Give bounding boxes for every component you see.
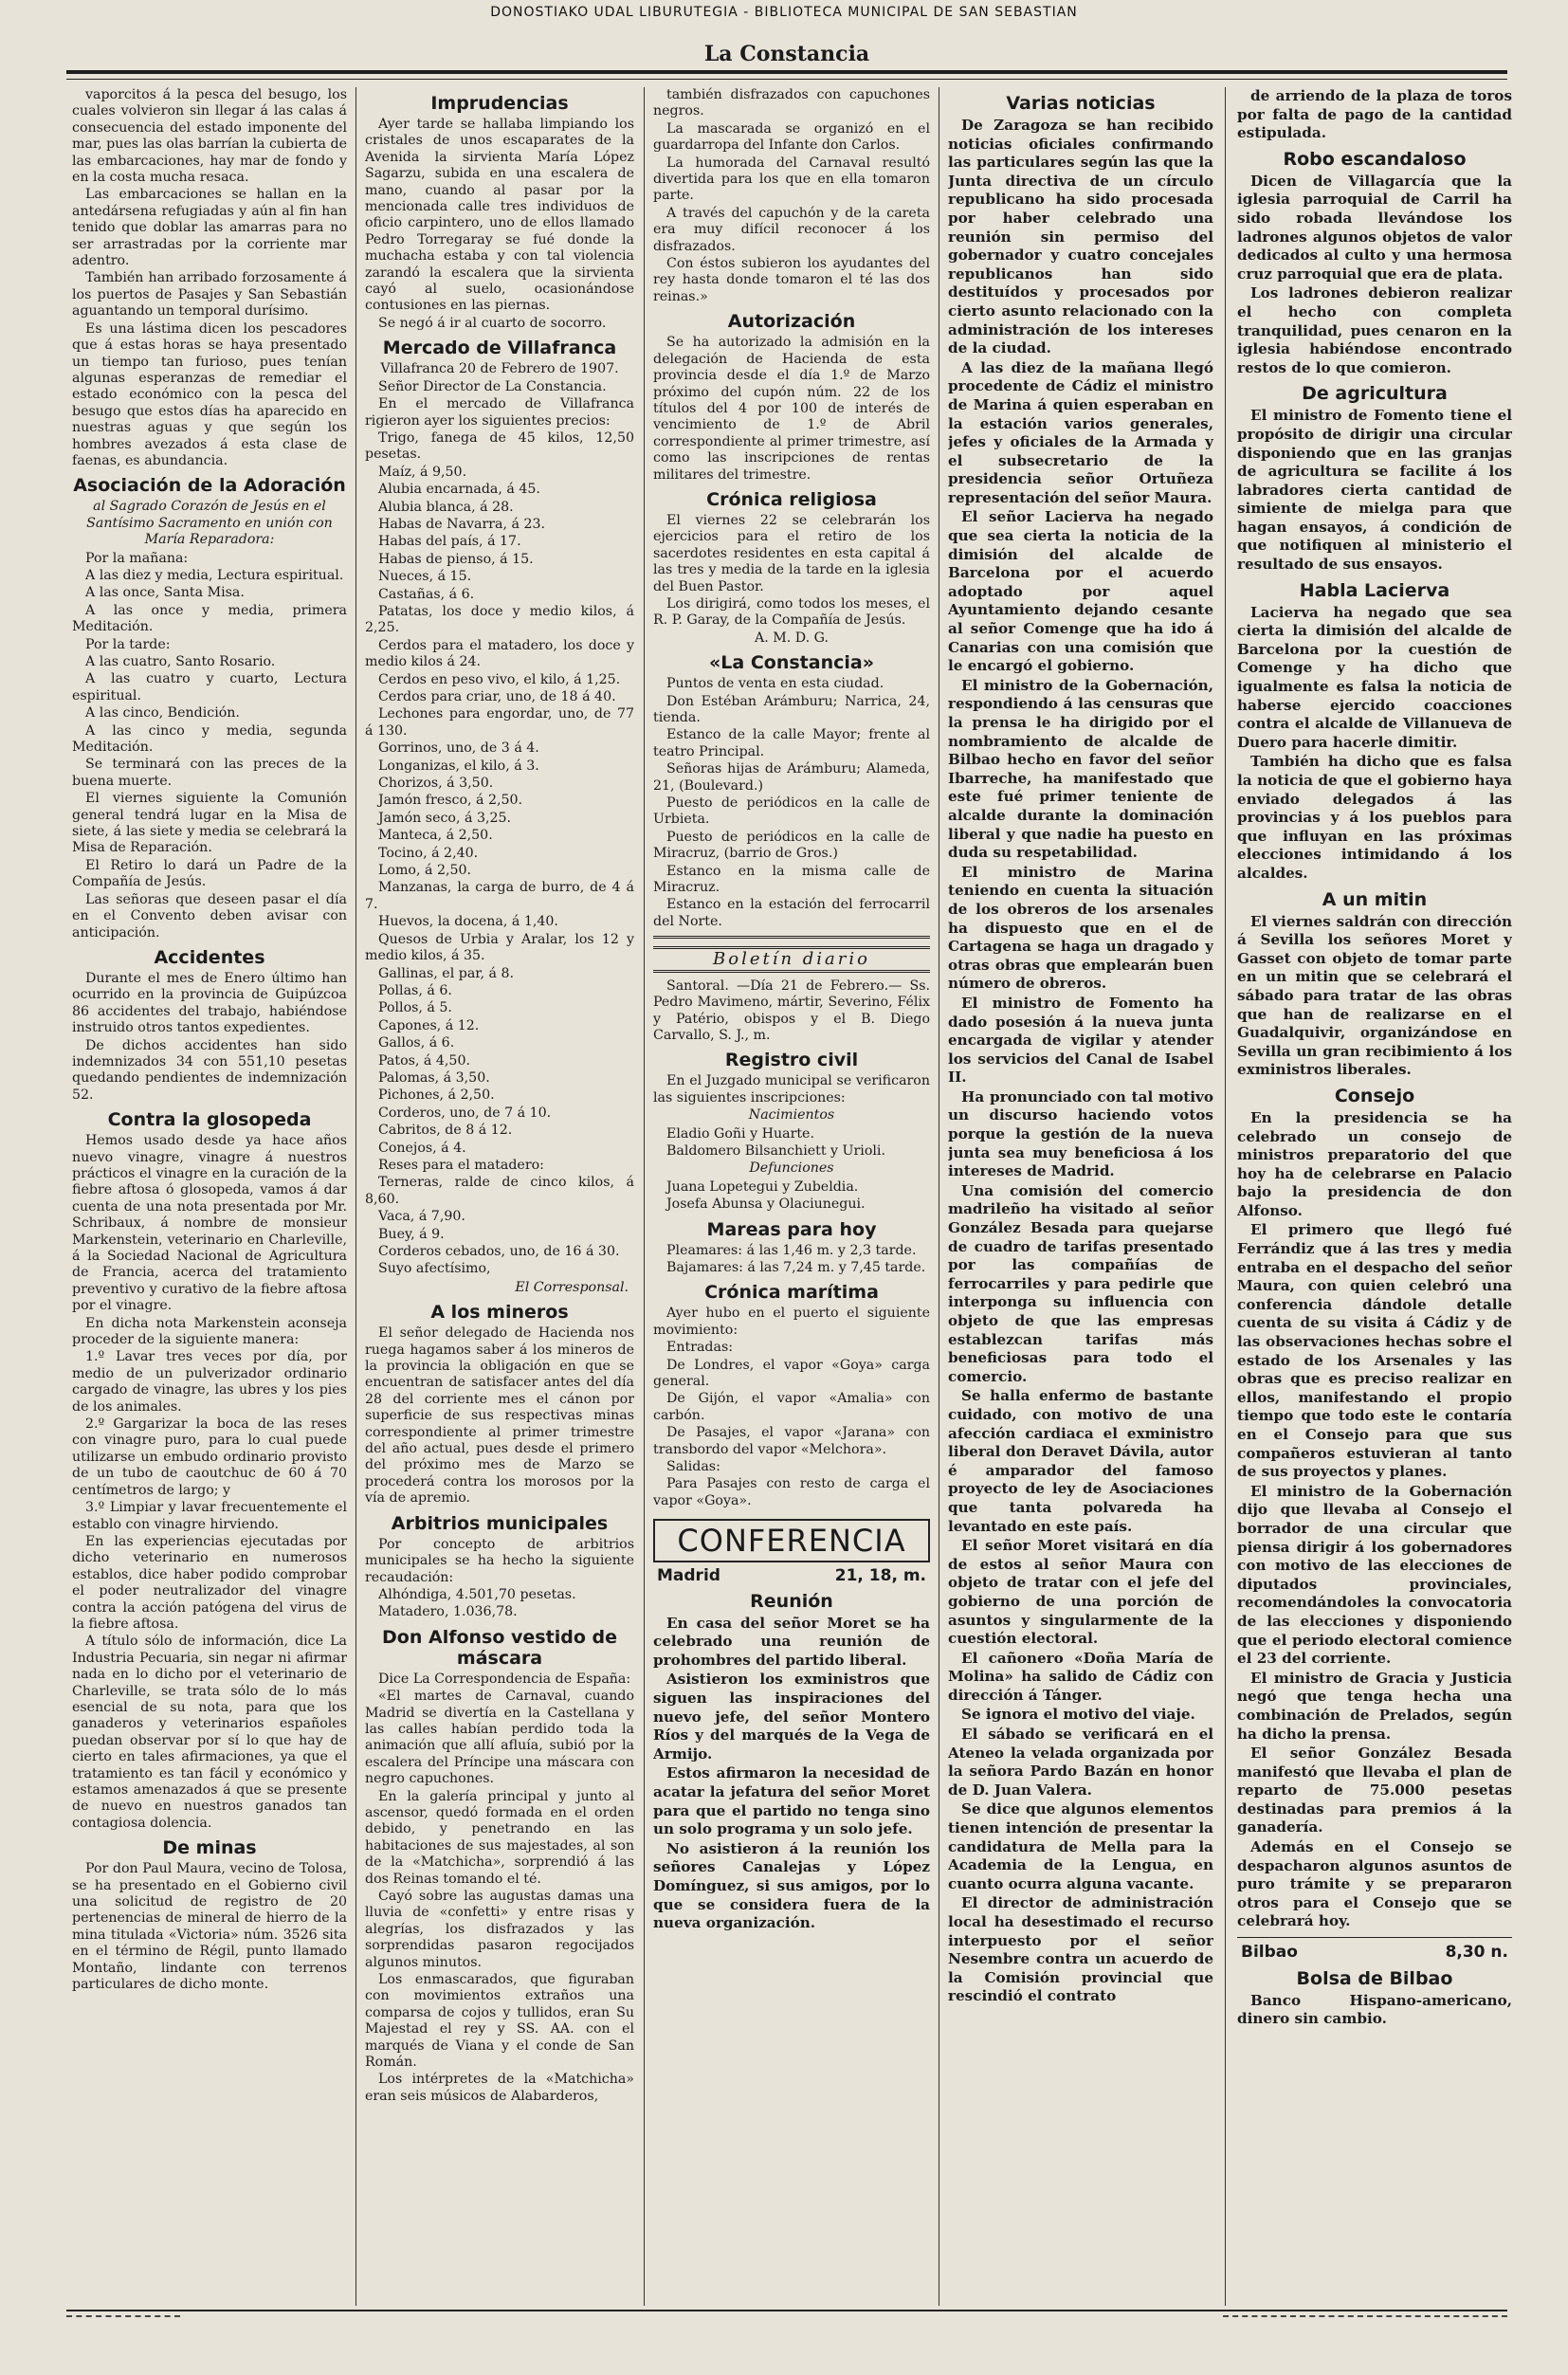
paragraph: El ministro de Fomento tiene el propósito de dirigir una circular disponiendo que en las granjas de agricultura se facilite á los labradores cierta cantidad de simiente de mielga para que hagan ensayos, á condición de que notifiquen al ministerio el resultado de sus ensayos. [1237,407,1512,574]
paragraph: Quesos de Urbia y Aralar, los 12 y medio kilos, á 35. [365,931,634,964]
paragraph: Alubia encarnada, á 45. [378,482,540,498]
paragraph: Juana Lopetegui y Zubeldia. [666,1178,859,1195]
conferencia-banner: CONFERENCIA [653,1519,930,1562]
paragraph: Ayer tarde se hallaba limpiando los cristales de unos escaparates de la Avenida la sirvienta María López Sagarzu, subida en una escalera de mano, cuando al pasar por la mencionada calle tres individuos de oficio carpintero, uno de ellos llamado Pedro Torregaray se fué donde la muchacha estaba y con tal violencia zarandó la escalera que la sirvienta cayó al suelo, ocasionándose contusiones en las piernas. [365,117,634,314]
paragraph: Patatas, los doce y medio kilos, á 2,25. [365,603,634,636]
paragraph: En la presidencia se ha celebrado un consejo de ministros preparatorio del que hoy ha de celebrarse en Palacio bajo la presidencia de don Alfonso. [1237,1108,1512,1219]
consejo-body [1237,1109,1512,1931]
heading-accidentes: Accidentes [154,946,265,968]
paragraph: Las señoras que deseen pasar el día en el Convento deben avisar con anticipación. [72,891,347,941]
paragraph: El señor Moret visitará en día de estos al señor Maura con objeto de tratar con el jefe del gobierno de una porción de asuntos y singularmente de la cuestión electoral. [948,1537,1213,1648]
column-3 [653,87,930,2325]
paragraph: Se dice que algunos elementos tienen intención de presentar la candidatura de Mella para la Academia de la Lengua, en cuanto ocurra alguna vacante. [948,1800,1213,1892]
paragraph: Durante el mes de Enero último han ocurrido en la provincia de Guipúzcoa 86 accidentes del trabajo, habiéndose instruido otros tantos expedientes. [72,970,347,1036]
paragraph: Conejos, á 4. [378,1140,466,1156]
mercado-greeting: Señor Director de La Constancia. [378,378,607,394]
paragraph: Trigo, fanega de 45 kilos, 12,50 pesetas. [365,429,634,463]
paragraph: En casa del señor Moret se ha celebrado una reunión de prohombres del partido liberal. [653,1614,930,1669]
paragraph: También ha dicho que es falsa la noticia de que el gobierno haya enviado delegados á las provincias y á los pueblos para que influyan en las próximas elecciones intimidando á los alcaldes. [1237,753,1512,882]
heading-consejo: Consejo [1334,1085,1415,1106]
heading-imprudencias: Imprudencias [430,93,569,114]
paragraph: Manzanas, la carga de burro, de 4 á 7. [365,880,634,912]
paragraph: Cerdos para criar, uno, de 18 á 40. [378,689,616,704]
paragraph: Huevos, la docena, á 1,40. [378,914,558,930]
paragraph: Matadero, 1.036,78. [378,1604,518,1620]
paragraph: Corderos, uno, de 7 á 10. [378,1105,552,1121]
paragraph: de arriendo de la plaza de toros por falta de pago de la cantidad estipulada. [1237,87,1512,142]
paragraph: Gallos, á 6. [378,1035,455,1051]
paragraph: A las cuatro y cuarto, Lectura espiritual. [72,671,347,703]
paragraph: Don Estéban Arámburu; Narrica, 24, tienda. [653,693,930,725]
mineros-body [365,1325,634,1507]
column-divider [1225,87,1226,2306]
mercado-dateline: Villafranca 20 de Febrero de 1907. [380,361,619,377]
paragraph: Suyo afectísimo, [378,1261,491,1277]
minas-body [72,1861,347,1993]
paragraph: Por la tarde: [85,636,171,652]
paragraph: Chorizos, á 3,50. [378,776,494,792]
heading-mercado: Mercado de Villafranca [382,338,617,359]
religiosa-signature: A. M. D. G. [754,630,830,646]
heading-asociacion: Asociación de la Adoración [73,475,346,497]
alfonso-continued [653,87,930,305]
paragraph: El viernes siguiente la Comunión general tendrá lugar en la Misa de siete, á las siete y media se celebrará la Misa de Reparación. [72,791,347,856]
paragraph: Señoras hijas de Arámburu; Alameda, 21, (Boulevard.) [653,761,930,794]
masthead: La Constancia [703,42,870,66]
mercado-intro: En el mercado de Villafranca rigieron ayer los siguientes precios: [365,396,634,429]
paragraph: Salidas: [666,1459,720,1475]
heading-constancia: «La Constancia» [709,652,874,674]
heading-glosopeda: Contra la glosopeda [107,1109,312,1131]
paragraph: De dichos accidentes han sido indemnizados 34 con 551,10 pesetas quedando pendientes de indemnización 52. [72,1037,347,1103]
paragraph: A las diez y media, Lectura espiritual. [85,567,344,583]
heading-arbitrios: Arbitrios municipales [391,1512,609,1534]
paragraph: Corderos cebados, uno, de 16 á 30. [378,1244,620,1259]
paragraph: Dice La Correspondencia de España: [378,1671,631,1687]
paragraph: En dicha nota Markenstein aconseja proceder de la siguiente manera: [72,1315,347,1348]
paragraph: Puesto de periódicos en la calle de Urbieta. [653,795,930,828]
column-2 [365,87,634,2325]
conferencia-time: 21, 18, m. [834,1566,926,1586]
bilbao-city: Bilbao [1241,1943,1298,1963]
bolsa-body [1237,1992,1512,2029]
paragraph: Lacierva ha negado que sea cierta la dimisión del alcalde de Barcelona por la cuestión de Comenge y ha dicho que igualmente es falsa la noticia de haberse ejercido coacciones contra el alcalde de Villanueva de Duero para hacerle dimitir. [1237,603,1512,751]
conferencia-dateline [657,1568,926,1584]
paragraph: Gallinas, el par, á 8. [378,965,515,981]
paragraph: 1.º Lavar tres veces por día, por medio de un pulverizador ordinario cargado de vinagre, las ubres y los pies de los animales. [72,1349,347,1415]
bilbao-time: 8,30 n. [1445,1943,1508,1963]
paragraph: Con éstos subieron los ayudantes del rey hasta donde tomaron el té las dos reinas.» [653,256,930,304]
religiosa-body [653,513,930,630]
paragraph: A las once, Santa Misa. [85,585,245,601]
paragraph: Manteca, á 2,50. [378,828,493,844]
paragraph: También han arribado forzosamente á los puertos de Pasajes y San Sebastián aguantando un temporal durísimo. [72,270,347,320]
paragraph: A las cinco y media, segunda Meditación. [72,722,347,756]
paragraph: Ha pronunciado con tal motivo un discurso haciendo votos porque la gestión de la nueva junta sea muy beneficiosa á los intereses de Madrid. [948,1087,1213,1180]
paragraph: La mascarada se organizó en el guardarropa del Infante don Carlos. [653,120,930,154]
paragraph: Se terminará con las preces de la buena muerte. [72,757,347,789]
column-1 [72,87,347,2325]
heading-reunion: Reunión [750,1590,833,1612]
reunion-body [653,1615,930,1933]
paragraph: Palomas, á 3,50. [378,1069,490,1086]
paragraph: Puntos de venta en esta ciudad. [666,676,884,692]
paragraph: La humorada del Carnaval resultó divertida para los que en ella tomaron parte. [653,155,930,204]
glosopeda-body [72,1133,347,1832]
accidentes-body [72,971,347,1104]
paragraph: Habas de pienso, á 15. [378,551,534,567]
intro-paragraphs [72,87,347,469]
paragraph: Buey, á 9. [378,1226,445,1242]
paragraph: «El martes de Carnaval, cuando Madrid se divertía en la Castellana y las calles habían perdido toda la animación que allí afluía, subió por la escalera del Príncipe una máscara con negro capuchones. [365,1689,634,1787]
paragraph: Capones, á 12. [378,1017,480,1033]
top-banner: DONOSTIAKO UDAL LIBURUTEGIA - BIBLIOTECA MUNICIPAL DE SAN SEBASTIAN [490,5,1078,20]
col5-intro [1237,87,1512,143]
robo-body [1237,173,1512,378]
paragraph: vaporcitos á la pesca del besugo, los cuales volvieron sin llegar á las calas á consecuencia del estado imponente del mar, pues las olas barrían la cubierta de las embarcaciones, hay mar de fondo y en la costa mucha resaca. [72,87,347,186]
arbitrios-body [365,1537,634,1621]
paragraph: Gorrinos, uno, de 3 á 4. [378,740,539,757]
paragraph: Se halla enfermo de bastante cuidado, con motivo de una afección cardiaca el exministro liberal don Deravet Dávila, autor é amparador del famoso proyecto de ley de Asociaciones que tanta polvareda ha levantado en este país. [948,1387,1213,1535]
paragraph: Estanco en la estación del ferrocarril del Norte. [653,897,930,929]
heading-religiosa: Crónica religiosa [706,488,877,510]
paragraph: Estos afirmaron la necesidad de acatar la jefatura del señor Moret para que el partido no tenga sino un solo programa y un solo jefe. [653,1764,930,1838]
nacimientos-label: Nacimientos [748,1107,835,1124]
paragraph: A título sólo de información, dice La Industria Pecuaria, sin negar ni afirmar nada en lo dicho por el veterinario de Charleville, se trata sólo de lo más esencial de su nota, para que los ganaderos y veterinarios españoles puedan observar por sí lo que hay de cierto en tales afirmaciones, ya que el tratamiento es tan fácil y económico y estamos amenazados á que se presente de nuevo en nuestros ganados tan contagiosa dolencia. [72,1634,347,1831]
column-5 [1237,87,1512,2325]
constancia-body [653,676,930,930]
mitin-body [1237,913,1512,1080]
heading-registro: Registro civil [724,1050,859,1071]
paragraph: El señor Lacierva ha negado que sea cierta la noticia de la dimisión del alcalde de Barcelona por el acuerdo adoptado por aquel Ayuntamiento dejando cesante al señor Comenge que ha ido á Canarias con una comisión que le encargó el gobierno. [948,508,1213,675]
paragraph: Ayer hubo en el puerto el siguiente movimiento: [653,1306,930,1338]
paragraph: también disfrazados con capuchones negros. [653,87,930,119]
paragraph: El ministro de Fomento ha dado posesión á la nueva junta encargada de vigilar y atender los servicios del Canal de Isabel II. [948,994,1213,1087]
paragraph: Terneras, ralde de cinco kilos, á 8,60. [365,1175,634,1207]
paragraph: Lechones para engordar, uno, de 77 á 130. [365,706,634,739]
paragraph: Josefa Abunsa y Olaciunegui. [666,1197,866,1213]
paragraph: Pichones, á 2,50. [378,1087,495,1104]
paragraph: No asistieron á la reunión los señores Canalejas y López Domínguez, si sus amigos, por lo que se considera fuera de la nueva organización. [653,1839,930,1932]
varias-body [948,117,1213,2006]
paragraph: Maíz, á 9,50. [378,464,467,480]
bilbao-dateline [1241,1944,1508,1963]
alfonso-body [365,1672,634,2106]
paragraph: Además en el Consejo se despacharon algunos asuntos de puro trámite y se prepararon otros para el Consejo que se celebrará hoy. [1237,1838,1512,1930]
heading-bolsa: Bolsa de Bilbao [1296,1967,1453,1989]
defunciones-list [653,1179,930,1214]
paragraph: Los intérpretes de la «Matchicha» eran seis músicos de Alabarderos, [365,2072,634,2104]
paragraph: Entradas: [666,1340,734,1356]
paragraph: Los enmascarados, que figuraban con movimientos extraños una comparsa de cojos y tullidos, eran Su Majestad el rey y SS. AA. con el marqués de Viana y el conde de San Román. [365,1972,634,2071]
paragraph: Por don Paul Maura, vecino de Tolosa, se ha presentado en el Gobierno civil una solicitud de registro de 20 pertenencias de mineral de hierro de la mina titulada «Victoria» núm. 3526 sita en el término de Régil, punto llamado Montaño, lindante con terrenos particulares de dicho monte. [72,1861,347,1993]
paragraph: Por concepto de arbitrios municipales se ha hecho la siguiente recaudación: [365,1536,634,1585]
paragraph: 2.º Gargarizar la boca de las reses con vinagre puro, para lo cual puede utilizarse un embudo ordinario provisto de un tubo de caoutchuc de 60 á 70 centímetros de largo; y [72,1416,347,1498]
paragraph: A las diez de la mañana llegó procedente de Cádiz el ministro de Marina á quien esperaban en la estación varios generales, jefes y oficiales de la Armada y el subsecretario de la presidencia señor Ortuñeza representación del señor Maura. [948,358,1213,506]
paragraph: Los dirigirá, como todos los meses, el R. P. Garay, de la Compañía de Jesús. [653,595,930,629]
paragraph: Tocino, á 2,40. [378,845,479,861]
paragraph: Lomo, á 2,50. [378,863,472,879]
asociacion-body [72,551,347,941]
paragraph: Nueces, á 15. [378,569,472,585]
paragraph: Habas del país, á 17. [378,534,521,550]
paragraph: Es una lástima dicen los pescadores que á estas horas se haya presentado un tiempo tan furioso, pues tenían algunas esperanzas de remediar el estado económico con la pesca del besugo que estos días ha aparecido en nuestras aguas y que según los hombres avezados á esta clase de faenas, es abundancia. [72,320,347,468]
paragraph: El señor González Besada manifestó que llevaba el plan de reparto de 75.000 pesetas destinadas para premios á la ganadería. [1237,1745,1512,1836]
imprudencias-body [365,117,634,332]
paragraph: Puesto de periódicos en la calle de Miracruz, (barrio de Gros.) [653,829,930,862]
autorizacion-body [653,335,930,484]
paragraph: Pleamares: á las 1,46 m. y 2,3 tarde. [666,1242,917,1258]
heading-mineros: A los mineros [430,1302,569,1324]
paragraph: El Retiro lo dará un Padre de la Compañía de Jesús. [72,857,347,890]
paragraph: El ministro de la Gobernación, respondiendo á las censuras que la prensa le ha dirigido por el nombramiento de alcalde de Bilbao hecho en favor del señor Ibarreche, ha manifestado que este fué primer teniente de alcalde durante la dominación liberal y que nadie ha puesto en duda su respetabilidad. [948,676,1213,862]
column-divider [644,87,645,2306]
conferencia-city: Madrid [657,1566,720,1586]
maritima-body [653,1306,930,1509]
paragraph: Bajamares: á las 7,24 m. y 7,45 tarde. [666,1259,926,1275]
paragraph: Alubia blanca, á 28. [378,499,514,515]
heading-autorizacion: Autorización [727,311,856,333]
paragraph: Cabritos, de 8 á 12. [378,1123,513,1139]
paragraph: El viernes 22 se celebrarán los ejercicios para el retiro de los sacerdotes residentes en esta capital á las tres y media de la tarde en la iglesia del Buen Pastor. [653,512,930,594]
paragraph: Por la mañana: [85,550,189,566]
paragraph: De Gijón, el vapor «Amalia» con carbón. [653,1391,930,1423]
paragraph: Vaca, á 7,90. [378,1209,465,1225]
registro-intro: En el Juzgado municipal se verificaron las siguientes inscripciones: [653,1073,930,1105]
divider [1237,1937,1512,1938]
paragraph: Castañas, á 6. [378,586,475,602]
paragraph: El sábado se verificará en el Ateneo la velada organizada por la señora Pardo Bazán en honor de D. Juan Valera. [948,1726,1213,1799]
heading-minas: De minas [162,1837,257,1859]
nacimientos-list [653,1126,930,1160]
paragraph: A las once y media, primera Meditación. [72,602,347,635]
paragraph: De Pasajes, el vapor «Jarana» con transbordo del vapor «Melchora». [653,1425,930,1457]
heading-alfonso: Don Alfonso vestido de máscara [382,1626,617,1669]
asociacion-subtitle: al Sagrado Corazón de Jesús en el Santísimo Sacramento en unión con María Reparadora: [86,499,333,548]
paragraph: Pollos, á 5. [378,1000,452,1016]
paragraph: El cañonero «Doña María de Molina» ha salido de Cádiz con dirección á Tánger. [948,1649,1213,1704]
paragraph: A través del capuchón y de la careta era muy difícil reconocer á los disfrazados. [653,205,930,254]
lacierva-body [1237,604,1512,884]
paragraph: Dicen de Villagarcía que la iglesia parroquial de Carril ha sido robada llevándose los ladrones algunos objetos de valor dedicados al culto y una hermosa cruz parroquial que era de plata. [1237,172,1512,283]
bottom-rule [66,2310,1507,2311]
paragraph: El señor delegado de Hacienda nos ruega hagamos saber á los mineros de la provincia la obligación en que se encuentran de satisfacer antes del día 28 del corriente mes el cánon por superficie de sus respectivas minas correspondiente al primer trimestre del año actual, pues desde el primero del próximo mes de Marzo se procederá contra los morosos por la vía de apremio. [365,1325,634,1507]
heading-mitin: A un mitin [1322,888,1428,910]
heading-varias: Varias noticias [1006,93,1156,114]
heading-mareas: Mareas para hoy [706,1218,877,1240]
paragraph: En las experiencias ejecutadas por dicho veterinario en numerosos establos, dice haber podido comprobar el poder neutralizador del vinagre contra la acción patógena del virus de la fiebre aftosa. [72,1533,347,1632]
boletin-body: Santoral. —Día 21 de Febrero.— Ss. Pedro Mavimeno, mártir, Severino, Félix y Patério, obispos y el B. Diego Carvallo, S. J., m. [653,977,930,1043]
bottom-ornament [66,2315,180,2323]
paragraph: Para Pasajes con resto de carga el vapor «Goya». [653,1476,930,1508]
paragraph: Patos, á 4,50. [378,1052,470,1069]
paragraph: A las cinco, Bendición. [85,705,240,722]
paragraph: 3.º Limpiar y lavar frecuentemente el establo con vinagre hirviendo. [72,1500,347,1532]
paragraph: Longanizas, el kilo, á 3. [378,758,539,774]
paragraph: Se negó á ir al cuarto de socorro. [378,315,607,331]
paragraph: De Londres, el vapor «Goya» carga general. [653,1357,930,1389]
heading-agricultura: De agricultura [1302,383,1448,405]
paragraph: Las embarcaciones se hallan en la antedársena refugiadas y aún al fin han tenido que doblar las amarras para no ser arrastradas por la corriente mar adentro. [72,187,347,269]
paragraph: El director de administración local ha desestimado el recurso interpuesto por el señor Nesembre contra un acuerdo de la Comisión provincial que rescindió el contrato [948,1894,1213,2005]
paragraph: Eladio Goñi y Huarte. [666,1125,814,1142]
paragraph: Jamón fresco, á 2,50. [378,793,523,809]
paragraph: Estanco de la calle Mayor; frente al teatro Principal. [653,727,930,759]
paragraph: Asistieron los exministros que siguen las inspiraciones del nuevo jefe, del señor Montero Ríos y del marqués de la Vega de Armijo. [653,1671,930,1763]
paragraph: Una comisión del comercio madrileño ha visitado al señor González Besada para quejarse de cuadro de tarifas presentado por las compañías de ferrocarriles y para pedirle que interponga su influencia con objeto de que las empresas establezcan tarifas más beneficiosas para todo el comercio. [948,1181,1213,1385]
paragraph: Hemos usado desde ya hace años nuevo vinagre, vinagre á nuestros prácticos el vinagre en la curación de la fiebre aftosa ó glosopeda, vamos á dar cuenta de una nota presentada por Mr. Schribaux, á nombre de monsieur Markenstein, veterinario en Charleville, á la Sociedad Nacional de Agricultura de Francia, acerca del tratamiento preventivo y curativo de la fiebre aftosa por el vinagre. [72,1133,347,1314]
paragraph: El ministro de Gracia y Justicia negó que tenga hecha una combinación de Prelados, según ha dicho la prensa. [1237,1669,1512,1743]
masthead-rule [66,70,1507,80]
paragraph: Se ha autorizado la admisión en la delegación de Hacienda de esta provincia desde el día 1.º de Marzo próximo del cupón núm. 22 de los títulos del 4 por 100 de interés de vencimiento de 1.º de Abril correspondiente al primer trimestre, así como las inscripciones de rentas militares del trimestre. [653,335,930,483]
paragraph: Reses para el matadero: [378,1157,544,1173]
paragraph: El primero que llegó fué Ferrándiz que á las tres y media entraba en el despacho del señor Maura, con quien celebró una conferencia dándole detalle cuenta de su visita á Cádiz y de las observaciones hechas sobre el estado de los Arsenales y las obras que es preciso realizar en ellos, manifestando el propio tiempo que todo este le contaría en el Consejo para que sus compañeros estuvieran al tanto de sus proyectos y planes. [1237,1221,1512,1481]
paragraph: De Zaragoza se han recibido noticias oficiales confirmando las particulares según las que la Junta directiva de un círculo republicano ha sido procesada por haber celebrado una reunión sin permiso del gobernador y cuatro concejales republicanos han sido destituídos y procesados por cierto asunto relacionado con la administración de los intereses de la ciudad. [948,117,1213,357]
paragraph: Baldomero Bilsanchiett y Urioli. [666,1142,885,1159]
paragraph: Pollas, á 6. [378,982,452,998]
paragraph: Cerdos en peso vivo, el kilo, á 1,25. [378,671,621,687]
defunciones-label: Defunciones [749,1160,834,1177]
paragraph: Jamón seco, á 3,25. [378,810,512,826]
paragraph: Los ladrones debieron realizar el hecho con completa tranquilidad, pues cenaron en la iglesia habiéndose encontrado restos de lo que comieron. [1237,284,1512,376]
paragraph: Alhóndiga, 4.501,70 pesetas. [378,1586,576,1602]
mercado-signature: El Corresponsal. [515,1279,629,1295]
column-4 [948,87,1213,2325]
paragraph: Banco Hispano-americano, dinero sin cambio. [1237,1991,1512,2028]
paragraph: Cayó sobre las augustas damas una lluvia de «confetti» y entre risas y alegrías, los disfrazados y las sorprendidas pasaron regocijados algunos minutos. [365,1889,634,1970]
paragraph: A las cuatro, Santo Rosario. [85,654,276,669]
heading-lacierva: Habla Lacierva [1299,579,1450,601]
bottom-ornament [1223,2315,1507,2323]
paragraph: El viernes saldrán con dirección á Sevilla los señores Moret y Gasset con objeto de tomar parte en un mitin que se celebrará el sábado para tratar de las obras que han de realizarse en el Guadalquivir, organizándose en Sevilla un gran recibimiento á los exministros liberales. [1237,912,1512,1079]
paragraph: El ministro de la Gobernación dijo que llevaba al Consejo el borrador de una circular que piensa dirigir á los gobernadores con motivo de las elecciones de diputados provinciales, recomendándoles la convocatoria de las elecciones y disponiendo que el periodo electoral comience el 23 del corriente. [1237,1482,1512,1668]
paragraph: Habas de Navarra, á 23. [378,516,546,532]
heading-boletin: Boletín diario [653,946,930,972]
heading-robo: Robo escandaloso [1283,148,1467,170]
paragraph: Cerdos para el matadero, los doce y medio kilos á 24. [365,637,634,670]
paragraph: El ministro de Marina teniendo en cuenta la situación de los obreros de los arsenales ha dispuesto que en el de Cartagena se haga un dragado y otras obras que emplearán buen número de obreros. [948,863,1213,993]
divider [653,936,930,939]
paragraph: Estanco en la misma calle de Miracruz. [653,863,930,896]
agricultura-body [1237,407,1512,574]
paragraph: Se ignora el motivo del viaje. [961,1706,1195,1724]
paragraph: En la galería principal y junto al ascensor, quedó formada en el orden debido, y penetrando en las habitaciones de sus majestades, al son de la «Matchicha», sorprendió á las dos Reinas tomando el té. [365,1788,634,1887]
mercado-items [365,430,634,1278]
mareas-body [653,1243,930,1277]
heading-maritima: Crónica marítima [704,1282,879,1304]
